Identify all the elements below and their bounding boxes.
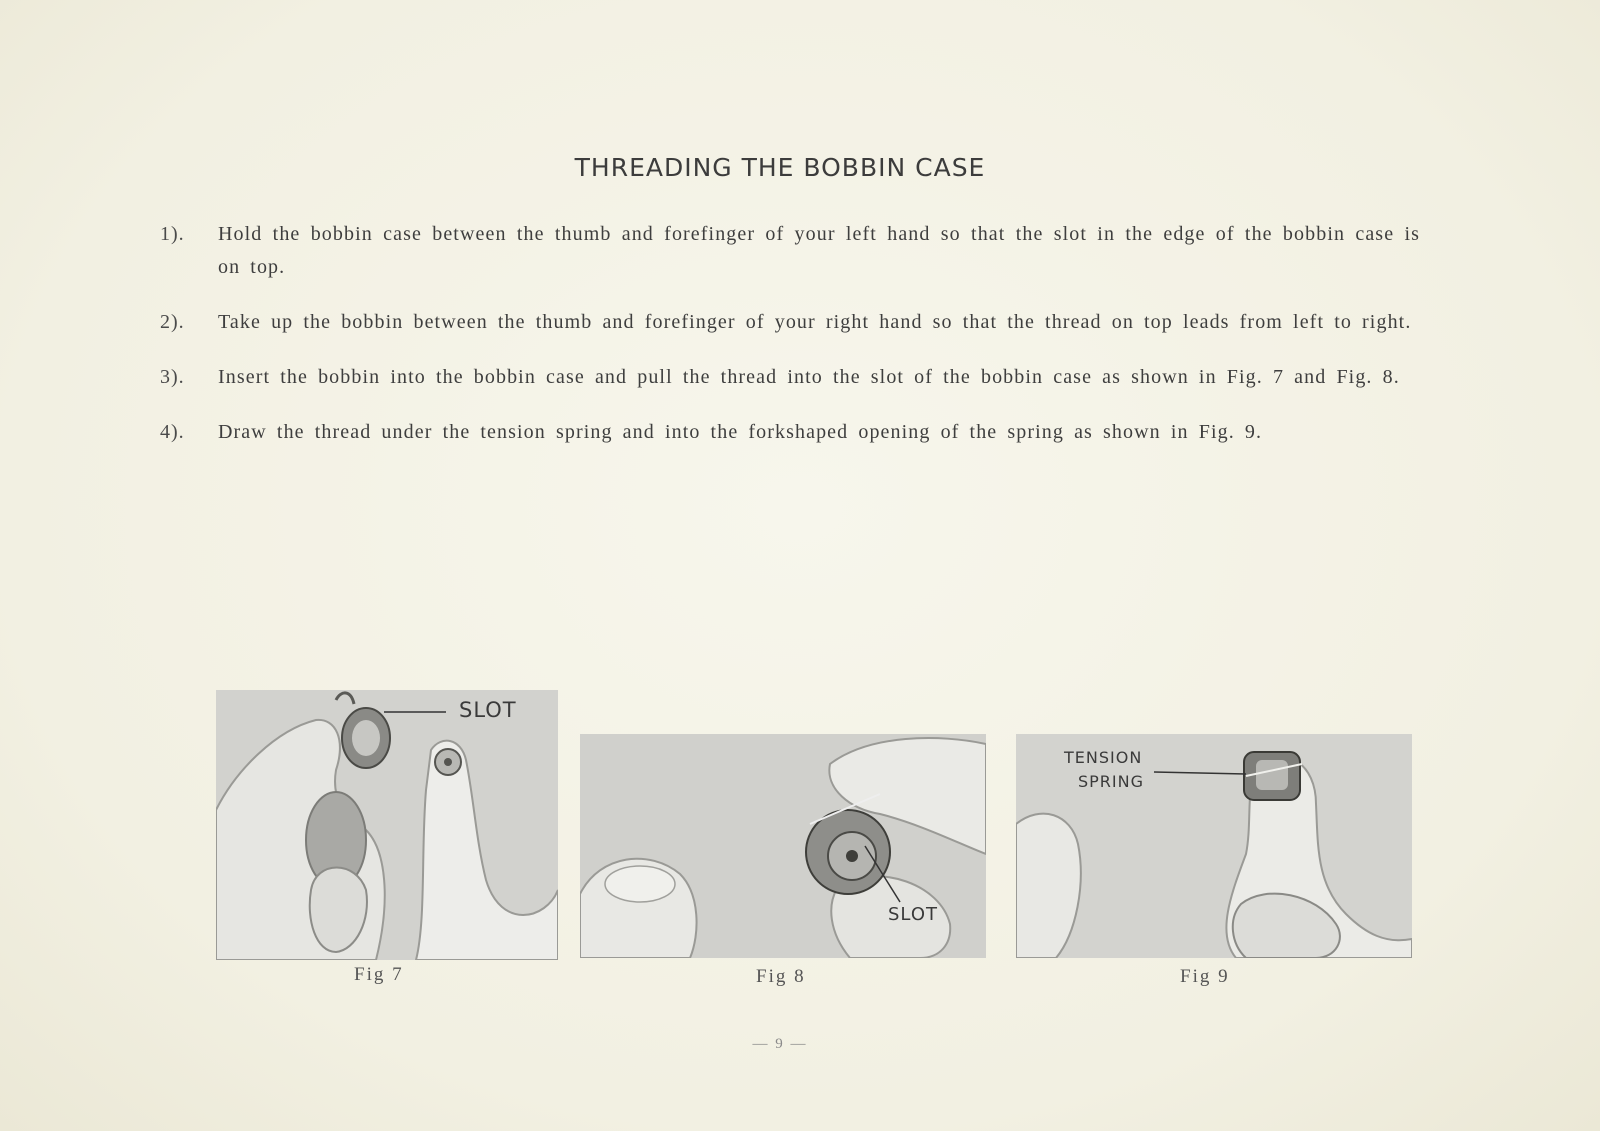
- figure-9-illustration: [1016, 734, 1412, 958]
- step-text: Take up the bobbin between the thumb and forefinger of your right hand so that the thread on top leads from left to right.: [218, 311, 1412, 333]
- instruction-step: [160, 218, 1420, 284]
- instruction-list: [160, 218, 1420, 471]
- figure-8: [580, 734, 986, 990]
- step-number: 2).: [160, 311, 185, 333]
- step-text: Hold the bobbin case between the thumb and forefinger of your left hand so that the slot in the edge of the bobbin case is on top.: [218, 223, 1420, 278]
- figure-9-caption: Fig 9: [1180, 966, 1230, 987]
- slot-label: SLOT: [888, 904, 938, 925]
- figure-9: [1016, 734, 1412, 990]
- spring-label: SPRING: [1078, 772, 1145, 791]
- step-text: Insert the bobbin into the bobbin case and pull the thread into the slot of the bobbin case as shown in Fig. 7 and Fig. 8.: [218, 366, 1400, 388]
- step-number: 3).: [160, 366, 185, 388]
- instruction-step: [160, 361, 1420, 394]
- figure-7-caption: Fig 7: [354, 964, 404, 985]
- slot-label: SLOT: [459, 698, 517, 722]
- step-number: 4).: [160, 421, 185, 443]
- instruction-step: [160, 416, 1420, 449]
- page-title: THREADING THE BOBBIN CASE: [574, 152, 986, 182]
- figure-7: [216, 690, 558, 990]
- step-text: Draw the thread under the tension spring and into the forkshaped opening of the spring as shown in Fig. 9.: [218, 421, 1263, 443]
- tension-label: TENSION: [1064, 748, 1143, 767]
- step-number: 1).: [160, 223, 185, 245]
- instruction-step: [160, 306, 1420, 339]
- figure-7-photo: [216, 690, 558, 960]
- page-number: — 9 —: [752, 1036, 808, 1052]
- figure-7-illustration: [216, 690, 558, 960]
- figure-9-photo: [1016, 734, 1412, 958]
- figure-8-caption: Fig 8: [756, 966, 806, 987]
